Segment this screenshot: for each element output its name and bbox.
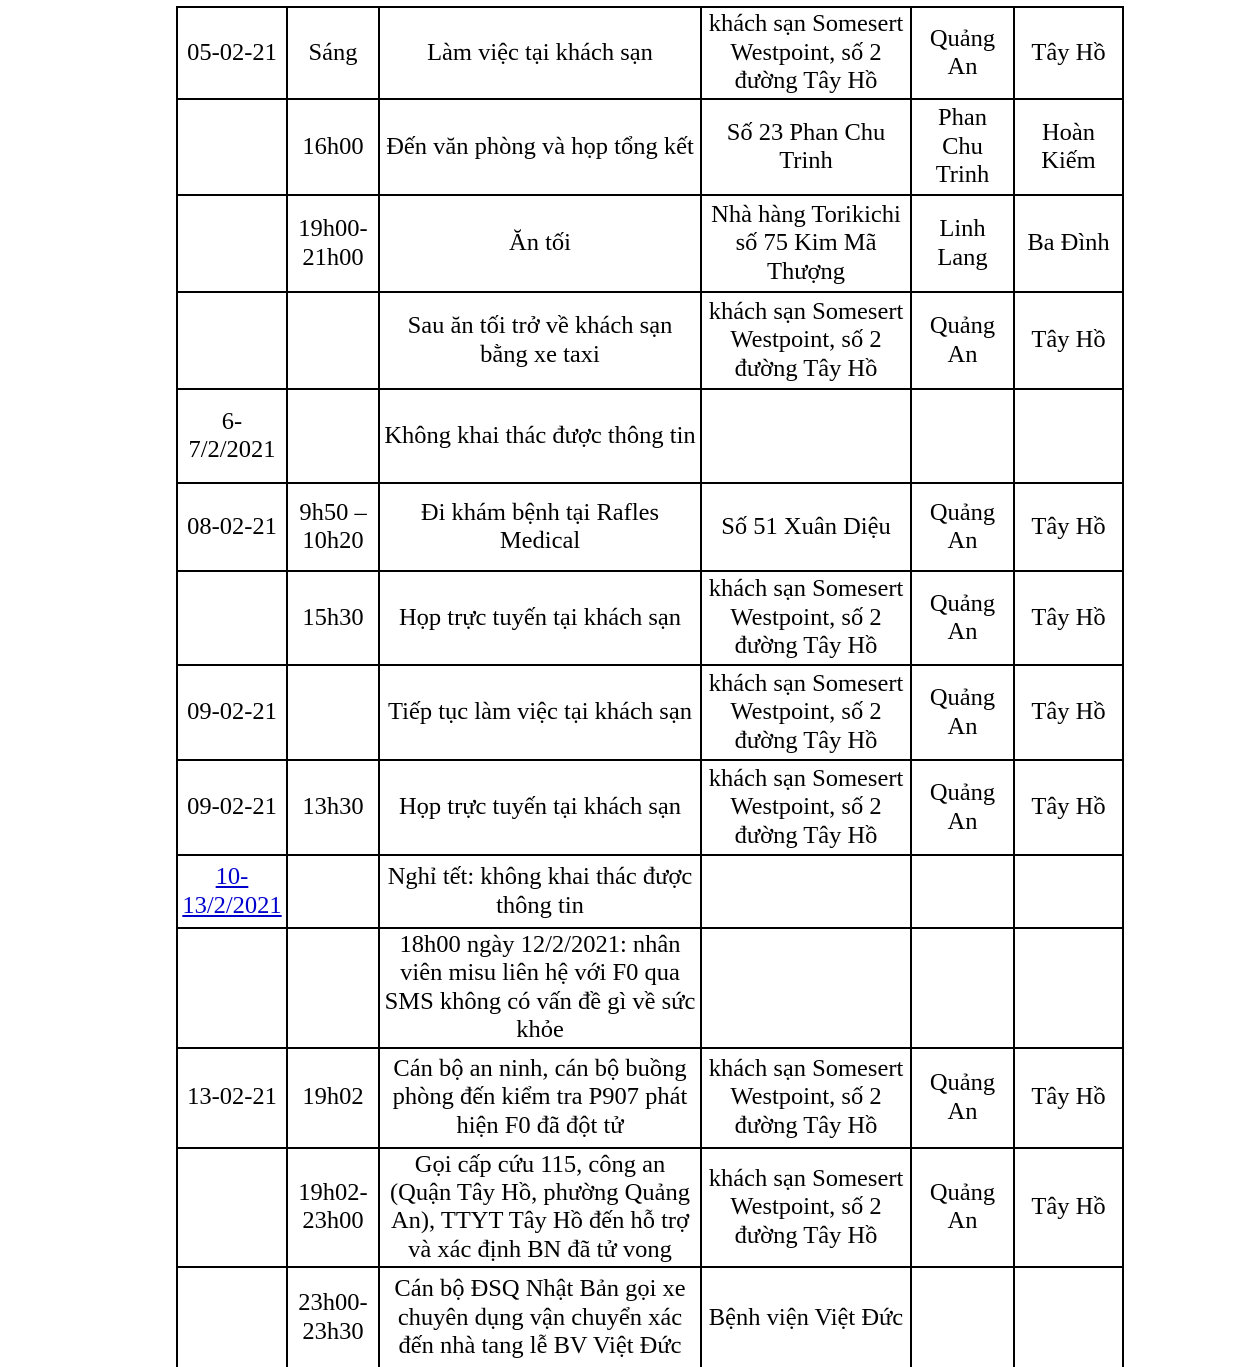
table-row (177, 389, 1123, 483)
cell-ngay (177, 195, 287, 292)
cell-gio: 9h50 – 10h20 (287, 483, 379, 571)
cell-dia-diem (701, 389, 911, 483)
cell-phuong: Quảng An (911, 1148, 1014, 1268)
cell-ngay (177, 571, 287, 665)
cell-quan: Tây Hồ (1014, 1048, 1123, 1148)
cell-gio: 19h02-23h00 (287, 1148, 379, 1268)
cell-dia-diem: khách sạn Somesert Westpoint, số 2 đường Tây Hồ (701, 665, 911, 760)
cell-phuong: Quảng An (911, 292, 1014, 389)
cell-quan: Ba Đình (1014, 195, 1123, 292)
cell-hoat-dong: Gọi cấp cứu 115, công an (Quận Tây Hồ, phường Quảng An), TTYT Tây Hồ đến hỗ trợ và xác định BN đã tử vong (379, 1148, 701, 1268)
cell-hoat-dong: Họp trực tuyến tại khách sạn (379, 571, 701, 665)
cell-gio: 16h00 (287, 99, 379, 195)
table-row (177, 760, 1123, 855)
cell-hoat-dong: Đến văn phòng và họp tổng kết (379, 99, 701, 195)
cell-phuong: Quảng An (911, 760, 1014, 855)
cell-dia-diem: khách sạn Somesert Westpoint, số 2 đường Tây Hồ (701, 571, 911, 665)
cell-gio: 19h00-21h00 (287, 195, 379, 292)
cell-ngay: 13-02-21 (177, 1048, 287, 1148)
cell-phuong (911, 1267, 1014, 1367)
table-row (177, 483, 1123, 571)
cell-hoat-dong: Họp trực tuyến tại khách sạn (379, 760, 701, 855)
cell-ngay (177, 292, 287, 389)
cell-ngay (177, 928, 287, 1048)
cell-ngay[interactable] (177, 855, 287, 928)
table-row (177, 1148, 1123, 1268)
cell-gio: Sáng (287, 7, 379, 99)
table-row (177, 99, 1123, 195)
cell-phuong: Quảng An (911, 571, 1014, 665)
table-row (177, 195, 1123, 292)
cell-dia-diem: khách sạn Somesert Westpoint, số 2 đường Tây Hồ (701, 7, 911, 99)
table-row (177, 928, 1123, 1048)
cell-hoat-dong: Không khai thác được thông tin (379, 389, 701, 483)
cell-hoat-dong: Sau ăn tối trở về khách sạn bằng xe taxi (379, 292, 701, 389)
cell-dia-diem: khách sạn Somesert Westpoint, số 2 đường Tây Hồ (701, 760, 911, 855)
cell-hoat-dong: Cán bộ an ninh, cán bộ buồng phòng đến kiểm tra P907 phát hiện F0 đã đột tử (379, 1048, 701, 1148)
cell-phuong: Quảng An (911, 1048, 1014, 1148)
cell-quan: Tây Hồ (1014, 292, 1123, 389)
cell-phuong: Quảng An (911, 7, 1014, 99)
cell-quan (1014, 1267, 1123, 1367)
cell-phuong (911, 389, 1014, 483)
cell-quan: Tây Hồ (1014, 760, 1123, 855)
cell-quan (1014, 855, 1123, 928)
table-row (177, 665, 1123, 760)
table-row (177, 1267, 1123, 1367)
cell-quan: Tây Hồ (1014, 7, 1123, 99)
cell-dia-diem: khách sạn Somesert Westpoint, số 2 đường Tây Hồ (701, 1148, 911, 1268)
cell-quan: Tây Hồ (1014, 571, 1123, 665)
cell-phuong: Quảng An (911, 665, 1014, 760)
cell-phuong: Quảng An (911, 483, 1014, 571)
cell-gio: 13h30 (287, 760, 379, 855)
cell-dia-diem: Nhà hàng Torikichi số 75 Kim Mã Thượng (701, 195, 911, 292)
cell-gio (287, 665, 379, 760)
cell-ngay: 08-02-21 (177, 483, 287, 571)
cell-hoat-dong: Nghỉ tết: không khai thác được thông tin (379, 855, 701, 928)
cell-ngay: 05-02-21 (177, 7, 287, 99)
cell-dia-diem: Bệnh viện Việt Đức (701, 1267, 911, 1367)
itinerary-table-body (177, 6, 1123, 1367)
table-row (177, 1048, 1123, 1148)
cell-quan: Hoàn Kiếm (1014, 99, 1123, 195)
cell-dia-diem (701, 855, 911, 928)
table-row (177, 855, 1123, 928)
cell-quan (1014, 928, 1123, 1048)
cell-hoat-dong: Đi khám bệnh tại Rafles Medical (379, 483, 701, 571)
cell-quan: Tây Hồ (1014, 483, 1123, 571)
cell-hoat-dong: Tiếp tục làm việc tại khách sạn (379, 665, 701, 760)
cell-phuong: Linh Lang (911, 195, 1014, 292)
cell-phuong: Phan Chu Trinh (911, 99, 1014, 195)
cell-ngay (177, 1148, 287, 1268)
table-row (177, 7, 1123, 99)
cell-gio (287, 928, 379, 1048)
cell-hoat-dong: Ăn tối (379, 195, 701, 292)
cell-dia-diem: Số 23 Phan Chu Trinh (701, 99, 911, 195)
cell-phuong (911, 855, 1014, 928)
cell-ngay: 09-02-21 (177, 760, 287, 855)
cell-gio (287, 389, 379, 483)
cell-gio (287, 292, 379, 389)
cell-ngay (177, 99, 287, 195)
cell-gio (287, 855, 379, 928)
cell-quan: Tây Hồ (1014, 665, 1123, 760)
cell-hoat-dong: 18h00 ngày 12/2/2021: nhân viên misu liên hệ với F0 qua SMS không có vấn đề gì về sức khỏe (379, 928, 701, 1048)
cell-dia-diem (701, 928, 911, 1048)
cell-ngay: 6-7/2/2021 (177, 389, 287, 483)
cell-dia-diem: khách sạn Somesert Westpoint, số 2 đường Tây Hồ (701, 1048, 911, 1148)
cell-gio: 23h00-23h30 (287, 1267, 379, 1367)
cell-quan (1014, 389, 1123, 483)
table-row (177, 292, 1123, 389)
cell-dia-diem: khách sạn Somesert Westpoint, số 2 đường Tây Hồ (701, 292, 911, 389)
cell-hoat-dong: Cán bộ ĐSQ Nhật Bản gọi xe chuyên dụng vận chuyển xác đến nhà tang lễ BV Việt Đức (379, 1267, 701, 1367)
cell-hoat-dong: Làm việc tại khách sạn (379, 7, 701, 99)
cell-dia-diem: Số 51 Xuân Diệu (701, 483, 911, 571)
table-row (177, 571, 1123, 665)
cell-gio: 15h30 (287, 571, 379, 665)
cell-ngay (177, 1267, 287, 1367)
date-hyperlink[interactable]: 10-13/2/2021 (182, 863, 282, 919)
cell-quan: Tây Hồ (1014, 1148, 1123, 1268)
cell-ngay: 09-02-21 (177, 665, 287, 760)
cell-phuong (911, 928, 1014, 1048)
cell-gio: 19h02 (287, 1048, 379, 1148)
itinerary-table (176, 6, 1124, 1367)
